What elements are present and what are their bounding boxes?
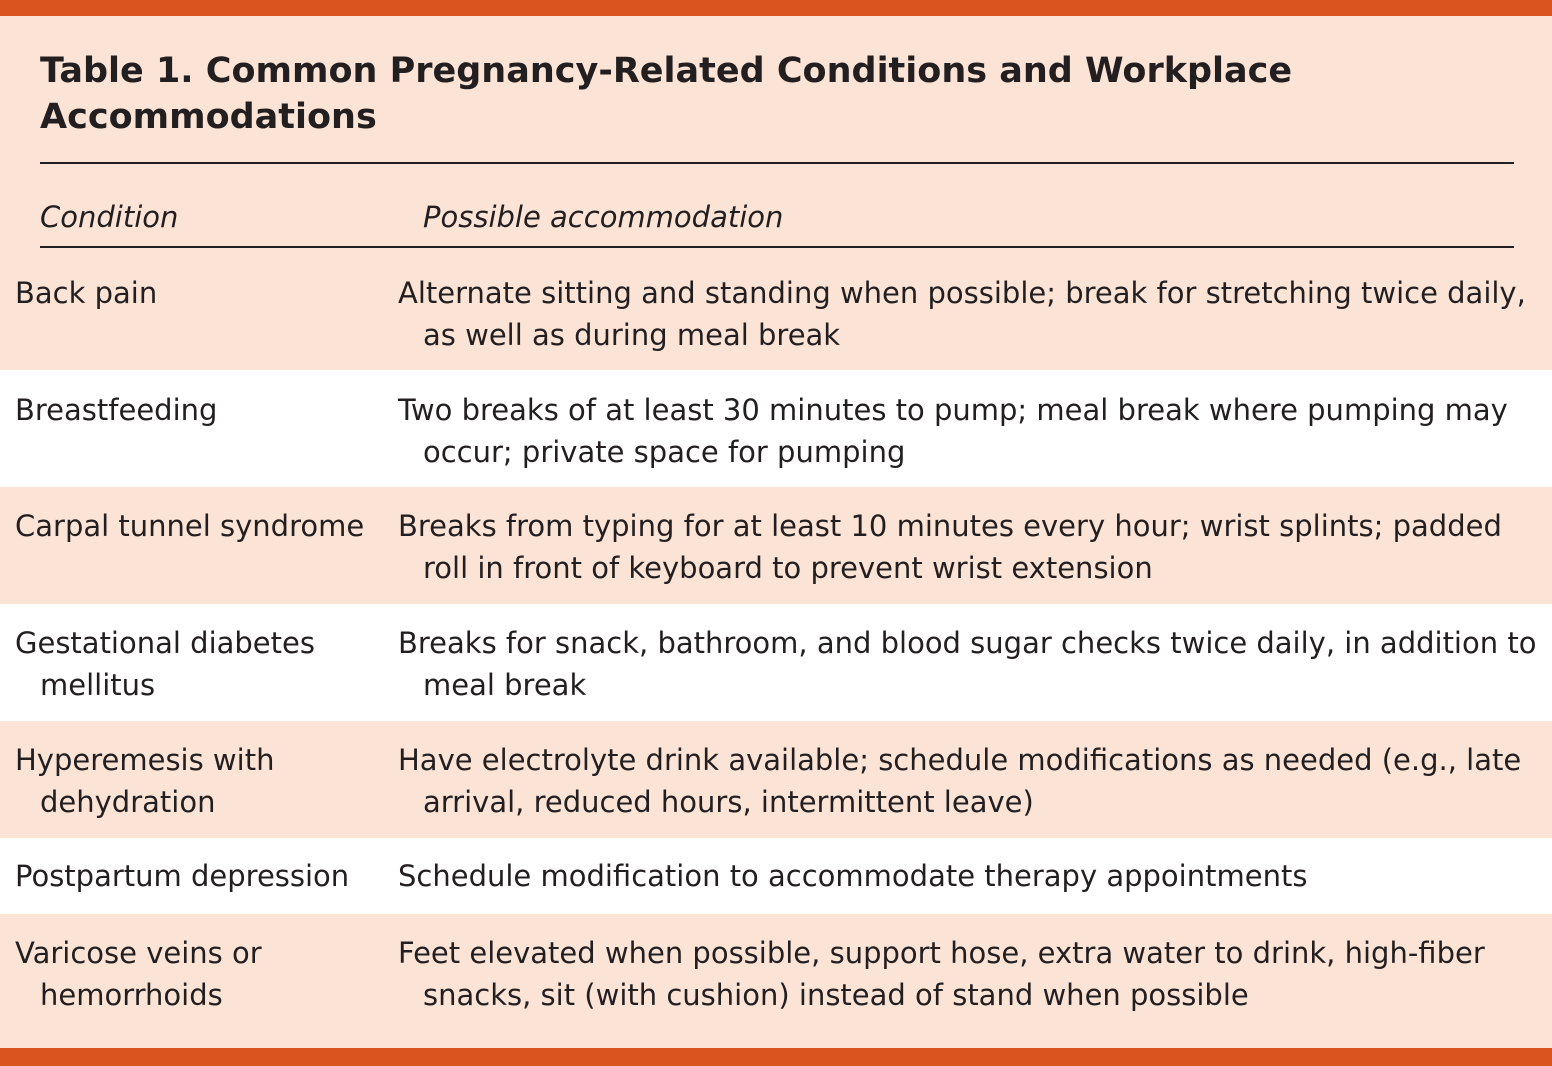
accommodation-cell: Alternate sitting and standing when possible; break for stretching twice daily, as well as during meal break [398,276,1526,352]
condition-cell: Gestational diabetes mellitus [15,626,315,702]
column-header-accommodation: Possible accommodation [423,200,784,234]
title-rule [40,162,1514,164]
condition-cell: Carpal tunnel syndrome [15,509,365,543]
table-row [0,604,1552,721]
top-accent-bar [0,0,1552,16]
table-row [0,370,1552,487]
condition-cell: Breastfeeding [15,393,218,427]
accommodation-cell: Schedule modification to accommodate therapy appointments [398,859,1308,893]
column-header-condition: Condition [40,200,179,234]
accommodation-cell: Breaks from typing for at least 10 minutes every hour; wrist splints; padded roll in front of keyboard to prevent wrist extension [398,509,1502,585]
table-row [0,838,1552,914]
accommodation-cell: Feet elevated when possible, support hose, extra water to drink, high-fiber snacks, sit (with cushion) instead of stand when possible [398,936,1485,1012]
table-row [0,721,1552,838]
accommodation-cell: Breaks for snack, bathroom, and blood sugar checks twice daily, in addition to meal break [398,626,1537,702]
table-row [0,248,1552,370]
table-title: Table 1. Common Pregnancy-Related Conditions and Workplace Accommodations [40,51,1293,137]
accommodation-cell: Two breaks of at least 30 minutes to pump; meal break where pumping may occur; private space for pumping [398,393,1508,469]
condition-cell: Back pain [15,276,158,310]
table-row [0,487,1552,604]
condition-cell: Postpartum depression [15,859,350,893]
bottom-accent-bar [0,1048,1552,1066]
table-row [0,914,1552,1048]
condition-cell: Hyperemesis with dehydration [15,743,275,819]
accommodation-cell: Have electrolyte drink available; schedule modifications as needed (e.g., late arrival, reduced hours, intermittent leave) [398,743,1522,819]
condition-cell: Varicose veins or hemorrhoids [15,936,262,1012]
